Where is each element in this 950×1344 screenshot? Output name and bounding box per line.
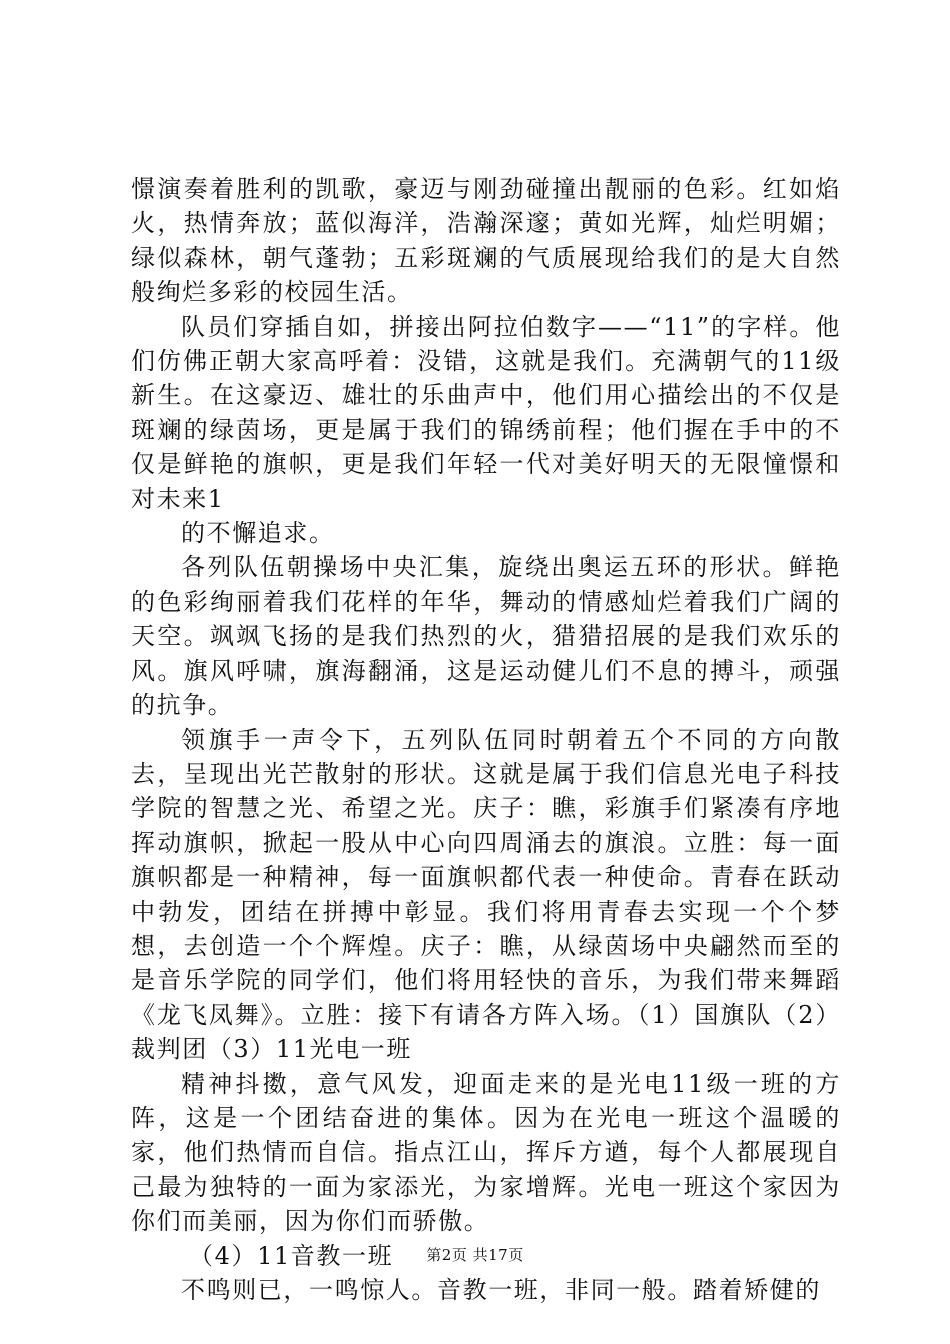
paragraph-continuation: 憬演奏着胜利的凯歌，豪迈与刚劲碰撞出靓丽的色彩。红如焰火，热情奔放；蓝似海洋，浩瀚深邃；黄如光辉，灿烂明媚；绿似森林，朝气蓬勃；五彩斑斓的气质展现给我们的是大自然般绚烂多彩的校园生活。 (131, 175, 841, 307)
section-heading-music-class: （4）11音教一班 (189, 1241, 394, 1270)
paragraph-optoelectronics-class: 精神抖擞，意气风发，迎面走来的是光电11级一班的方阵，这是一个团结奋进的集体。因为在光电一班这个温暖的家，他们热情而自信。指点江山，挥斥方遒，每个人都展现自己最为独特的一面为家添光，为家增辉。光电一班这个家因为你们而美丽，因为你们而骄傲。 (131, 1069, 841, 1236)
page-number-label: 第2页 共17页 (426, 1246, 524, 1264)
paragraph-music-class: 不鸣则已，一鸣惊人。音教一班，非同一般。踏着矫健的 (181, 1276, 821, 1304)
page-footer (0, 1245, 950, 1265)
paragraph-light-rays: 领旗手一声令下，五列队伍同时朝着五个不同的方向散去，呈现出光芒散射的形状。这就是属于我们信息光电子科技学院的智慧之光、希望之光。庆子：瞧，彩旗手们紧凑有序地挥动旗帜，掀起一股从中心向四周涌去的旗浪。立胜：每一面旗帜都是一种精神，每一面旗帜都代表一种使命。青春在跃动中勃发，团结在拼搏中彰显。我们将用青春去实现一个个梦想，去创造一个个辉煌。庆子：瞧，从绿茵场中央翩然而至的是音乐学院的同学们，他们将用轻快的音乐，为我们带来舞蹈《龙飞凤舞》。立胜：接下有请各方阵入场。（1）国旗队（2）裁判团（3）11光电一班 (131, 725, 841, 1064)
paragraph-formation-11: 队员们穿插自如，拼接出阿拉伯数字——“11”的字样。他们仿佛正朝大家高呼着：没错，这就是我们。充满朝气的11级新生。在这豪迈、雄壮的乐曲声中，他们用心描绘出的不仅是斑斓的绿茵场，更是属于我们的锦绣前程；他们握在手中的不仅是鲜艳的旗帜，更是我们年轻一代对美好明天的无限憧憬和对未来1 (131, 312, 841, 513)
paragraph-pursuit: 的不懈追求。 (181, 519, 335, 548)
document-body (131, 172, 841, 1307)
paragraph-olympic-rings: 各列队伍朝操场中央汇集，旋绕出奥运五环的形状。鲜艳的色彩绚丽着我们花样的年华，舞动的情感灿烂着我们广阔的天空。飒飒飞扬的是我们热烈的火，猎猎招展的是我们欢乐的风。旗风呼啸，旗海翻涌，这是运动健儿们不息的搏斗，顽强的抗争。 (131, 553, 841, 720)
